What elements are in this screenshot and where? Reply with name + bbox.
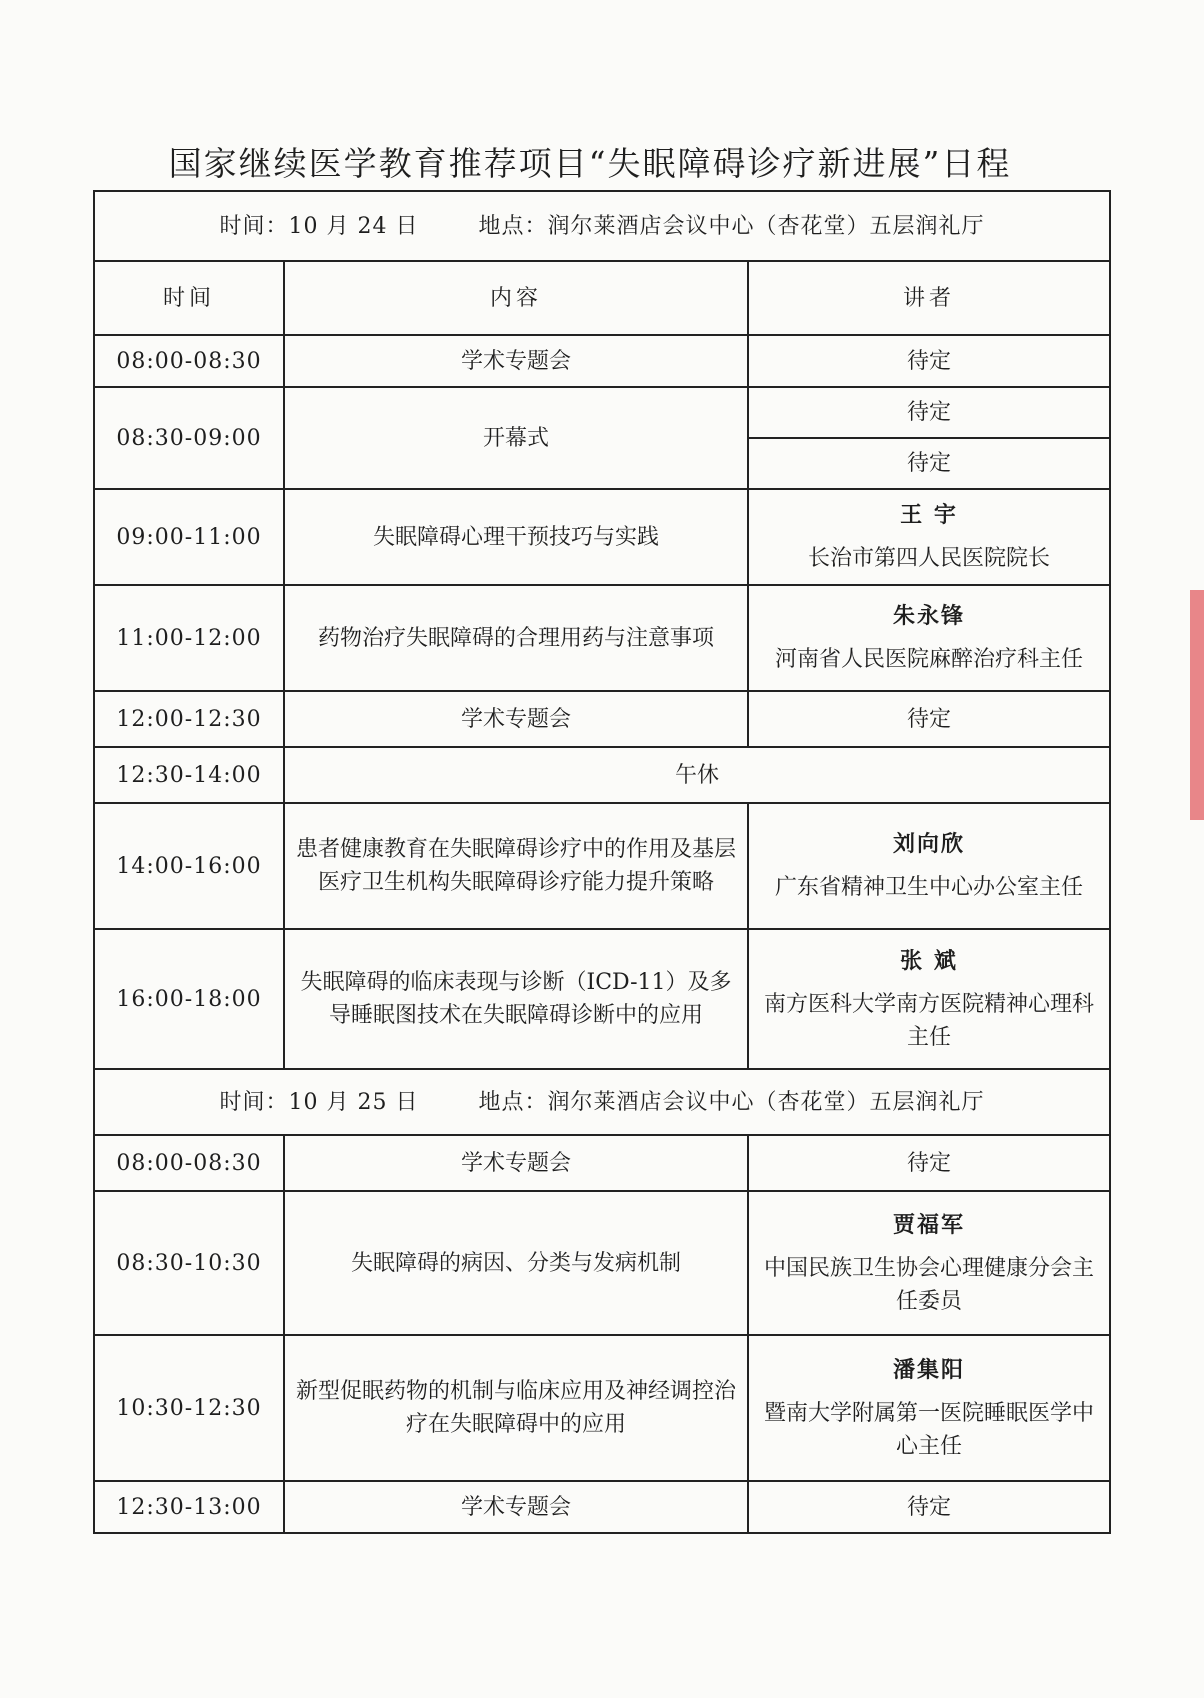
row-time: 08:30-09:00 xyxy=(94,387,284,489)
row-time: 10:30-12:30 xyxy=(94,1335,284,1481)
row-speaker xyxy=(748,1191,1110,1335)
row-time: 12:30-13:00 xyxy=(94,1481,284,1533)
row-time: 08:00-08:30 xyxy=(94,335,284,387)
speaker-title: 河南省人民医院麻醉治疗科主任 xyxy=(775,647,1084,672)
table-row xyxy=(94,1191,1110,1335)
row-speaker: 待定 xyxy=(748,691,1110,747)
day1-banner-row xyxy=(94,191,1110,261)
row-time: 12:00-12:30 xyxy=(94,691,284,747)
table-row xyxy=(94,691,1110,747)
speaker-title: 南方医科大学南方医院精神心理科主任 xyxy=(764,991,1095,1050)
header-time: 时间 xyxy=(94,261,284,335)
day1-time: 时间：10 月 24 日 xyxy=(219,213,419,239)
speaker-title: 中国民族卫生协会心理健康分会主任委员 xyxy=(764,1255,1095,1314)
header-row xyxy=(94,261,1110,335)
speaker-name: 潘集阳 xyxy=(893,1356,966,1383)
table-row xyxy=(94,489,1110,585)
day1-banner xyxy=(94,191,1110,261)
row-speaker: 待定 xyxy=(748,1135,1110,1191)
speaker-title: 长治市第四人民医院院长 xyxy=(808,546,1051,571)
table-row xyxy=(94,747,1110,803)
table-row xyxy=(94,335,1110,387)
day1-location: 地点：润尔莱酒店会议中心（杏花堂）五层润礼厅 xyxy=(478,213,985,239)
row-speaker xyxy=(748,929,1110,1069)
row-content: 学术专题会 xyxy=(284,691,748,747)
row-content: 学术专题会 xyxy=(284,1481,748,1533)
row-content: 失眠障碍的病因、分类与发病机制 xyxy=(284,1191,748,1335)
document-title: 国家继续医学教育推荐项目“失眠障碍诊疗新进展”日程 xyxy=(168,144,1012,183)
row-content: 失眠障碍的临床表现与诊断（ICD-11）及多导睡眠图技术在失眠障碍诊断中的应用 xyxy=(284,929,748,1069)
speaker-name: 刘向欣 xyxy=(893,831,966,857)
row-content: 药物治疗失眠障碍的合理用药与注意事项 xyxy=(284,585,748,691)
speaker-name: 张 斌 xyxy=(900,947,958,974)
header-content: 内容 xyxy=(284,261,748,335)
table-row xyxy=(94,1135,1110,1191)
row-speaker: 待定 xyxy=(748,438,1110,489)
day2-time: 时间：10 月 25 日 xyxy=(219,1089,419,1115)
row-content: 失眠障碍心理干预技巧与实践 xyxy=(284,489,748,585)
row-speaker xyxy=(748,585,1110,691)
day2-location: 地点：润尔莱酒店会议中心（杏花堂）五层润礼厅 xyxy=(478,1089,985,1115)
speaker-name: 王 宇 xyxy=(900,502,958,528)
day2-banner xyxy=(94,1069,1110,1135)
row-time: 08:00-08:30 xyxy=(94,1135,284,1191)
seal-stamp-fragment xyxy=(1190,590,1204,820)
table-row xyxy=(94,929,1110,1069)
table-row xyxy=(94,1335,1110,1481)
speaker-title: 广东省精神卫生中心办公室主任 xyxy=(775,875,1084,900)
row-speaker xyxy=(748,803,1110,929)
schedule-table xyxy=(93,190,1111,1534)
row-time: 16:00-18:00 xyxy=(94,929,284,1069)
table-row xyxy=(94,803,1110,929)
row-content: 新型促眠药物的机制与临床应用及神经调控治疗在失眠障碍中的应用 xyxy=(284,1335,748,1481)
row-time: 11:00-12:00 xyxy=(94,585,284,691)
table-row xyxy=(94,1481,1110,1533)
row-content: 开幕式 xyxy=(284,387,748,489)
table-row xyxy=(94,585,1110,691)
speaker-name: 朱永锋 xyxy=(893,603,966,629)
header-speaker: 讲者 xyxy=(748,261,1110,335)
row-time: 08:30-10:30 xyxy=(94,1191,284,1335)
row-speaker xyxy=(748,489,1110,585)
row-speaker: 待定 xyxy=(748,335,1110,387)
speaker-title: 暨南大学附属第一医院睡眠医学中心主任 xyxy=(764,1400,1095,1459)
row-speaker: 待定 xyxy=(748,1481,1110,1533)
row-time: 14:00-16:00 xyxy=(94,803,284,929)
row-content: 午休 xyxy=(284,747,1110,803)
row-speaker: 待定 xyxy=(748,387,1110,438)
row-speaker xyxy=(748,1335,1110,1481)
row-time: 09:00-11:00 xyxy=(94,489,284,585)
speaker-name: 贾福军 xyxy=(893,1211,966,1238)
row-content: 患者健康教育在失眠障碍诊疗中的作用及基层医疗卫生机构失眠障碍诊疗能力提升策略 xyxy=(284,803,748,929)
row-content: 学术专题会 xyxy=(284,1135,748,1191)
table-row xyxy=(94,387,1110,438)
row-time: 12:30-14:00 xyxy=(94,747,284,803)
day2-banner-row xyxy=(94,1069,1110,1135)
row-content: 学术专题会 xyxy=(284,335,748,387)
